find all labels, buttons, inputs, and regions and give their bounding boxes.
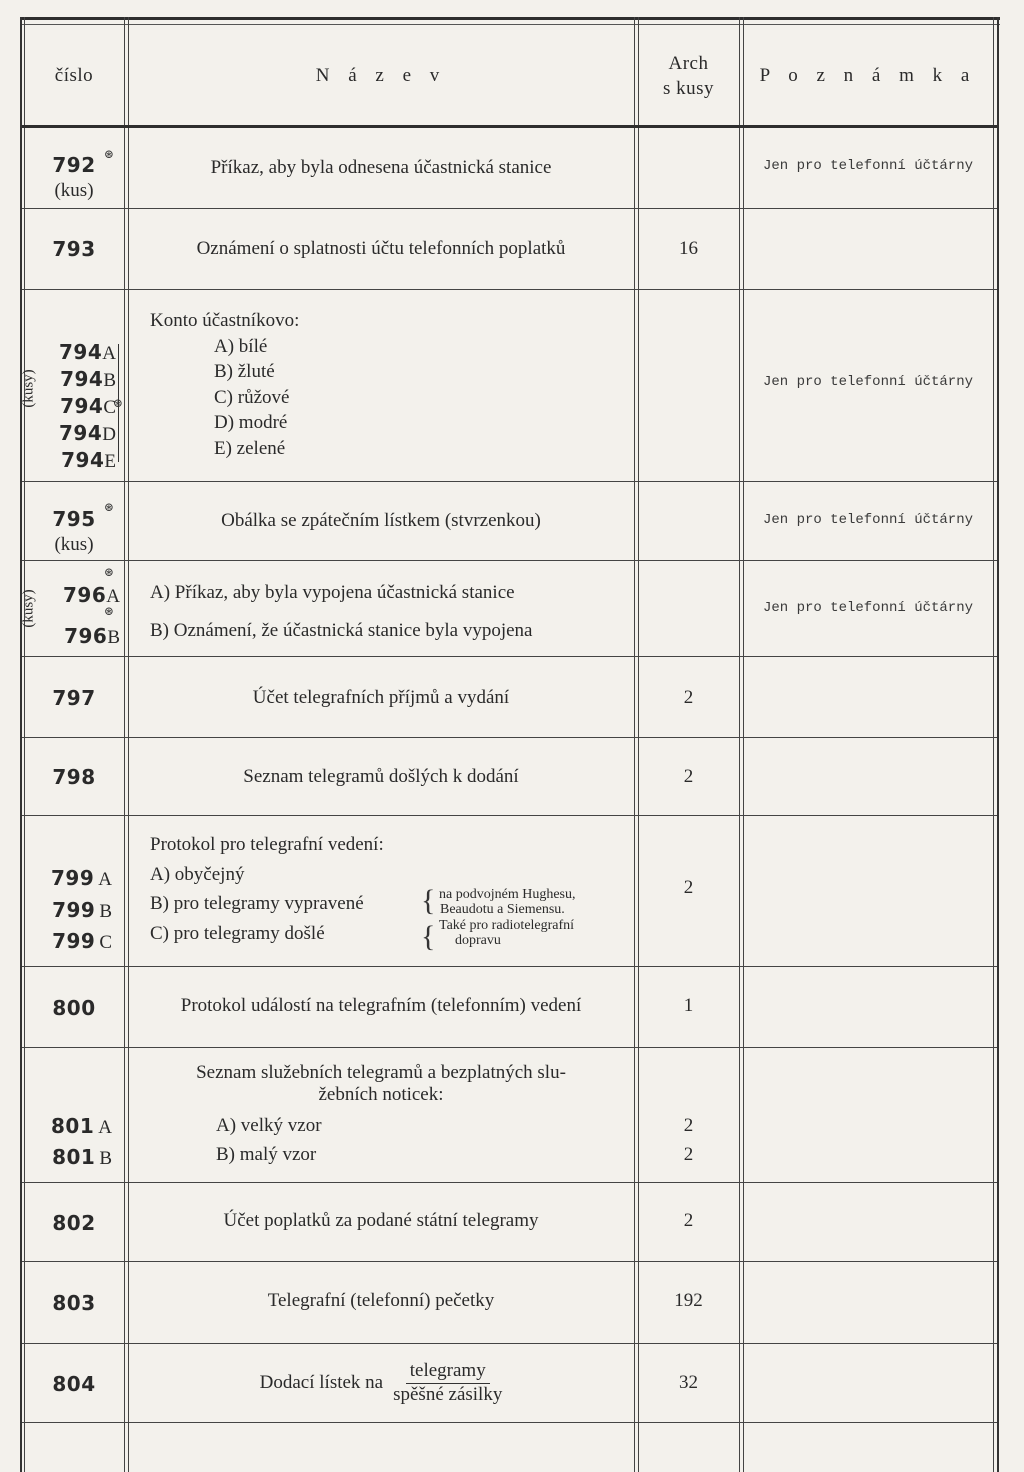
row-803-name: Telegrafní (telefonní) pečetky [267, 1290, 495, 1311]
form-number-line [36, 394, 116, 421]
header-arch [640, 28, 737, 124]
row-793-number: 793 [52, 237, 96, 261]
table-right-border [997, 17, 999, 1472]
header-poznamka: P o z n á m k a [759, 65, 977, 86]
row-divider [22, 560, 997, 561]
row-794-numbers [36, 340, 116, 475]
protokol-item: A) obyčejný [150, 863, 245, 885]
table-top-border-inner [20, 24, 1000, 25]
konto-item: C) růžové [214, 386, 290, 408]
column-divider [739, 17, 740, 1472]
fraction-top: telegramy [406, 1360, 490, 1384]
row-804-name [130, 1346, 632, 1420]
row-798-arch: 2 [683, 765, 694, 787]
row-798-number: 798 [52, 764, 96, 789]
row-800-number: 800 [52, 995, 96, 1020]
circle-mark-icon: ⊛ [113, 396, 124, 410]
row-802-number: 802 [52, 1210, 96, 1235]
row-800-name: Protokol událostí na telegrafním (telefonním) vedení [180, 995, 582, 1016]
protokol-item: B) pro telegramy vypravené [150, 893, 364, 914]
row-796-note: Jen pro telefonní účtárny [762, 600, 974, 616]
form-suffix: C [99, 932, 112, 953]
protokol-item: C) pro telegramy došlé [150, 922, 325, 944]
row-divider [22, 1047, 997, 1048]
konto-item: A) bílé [214, 335, 268, 357]
form-number: 792 [52, 153, 96, 177]
row-796-item: B) Oznámení, že účastnická stanice byla vypojena [150, 620, 533, 641]
form-number: 801 [51, 1114, 95, 1138]
row-804-arch: 32 [679, 1372, 698, 1393]
row-802-name: Účet poplatků za podané státní telegramy [223, 1210, 539, 1231]
form-number: 794 [59, 340, 103, 364]
table-left-border [20, 17, 22, 1472]
kusy-vertical-label: (kusy) [20, 589, 37, 628]
form-number-line [36, 421, 116, 448]
row-799-name [150, 830, 440, 948]
form-number: 799 [51, 866, 95, 890]
header-cislo: číslo [54, 65, 94, 86]
form-number: 794 [61, 448, 105, 472]
row-800-arch: 1 [683, 995, 694, 1016]
row-792-name: Příkaz, aby byla odnesena účastnická stanice [210, 157, 552, 178]
form-suffix: B [103, 370, 116, 391]
row-divider [22, 208, 997, 209]
form-suffix: A [98, 869, 112, 890]
row-796-name [150, 574, 630, 650]
row-792-note: Jen pro telefonní účtárny [762, 158, 974, 174]
row-799-arch: 2 [683, 877, 694, 898]
side-note-line: Také pro radiotelegrafní [439, 918, 575, 933]
row-803-arch: 192 [674, 1290, 703, 1311]
form-number: 794 [60, 367, 104, 391]
seznam-item: B) malý vzor [216, 1144, 317, 1165]
form-number-line [36, 367, 116, 394]
form-number: 795 [52, 507, 96, 531]
form-number: 799 [52, 929, 96, 953]
header-arch-line2: s kusy [662, 78, 715, 99]
fraction [393, 1360, 502, 1406]
konto-item: E) zelené [214, 437, 286, 459]
form-suffix: C [103, 397, 116, 418]
seznam-title-line: žebních noticek: [318, 1084, 444, 1105]
row-796-item: A) Příkaz, aby byla vypojena účastnická stanice [150, 582, 515, 603]
row-799-numbers [36, 864, 112, 959]
row-793-arch: 16 [679, 238, 698, 259]
seznam-title-line: Seznam služebních telegramů a bezplatných slu- [196, 1062, 566, 1083]
row-divider [22, 737, 997, 738]
row-797-arch: 2 [683, 686, 694, 708]
form-suffix: E [104, 451, 116, 472]
row-801-arch [640, 1111, 737, 1169]
konto-item: B) žluté [214, 361, 275, 382]
form-suffix: A [98, 1117, 112, 1138]
circle-mark-icon: ⊛ [104, 565, 115, 579]
table-right-border-inner [993, 17, 994, 1472]
column-divider [124, 17, 125, 1472]
row-divider [22, 1182, 997, 1183]
side-note-line: dopravu [455, 933, 501, 948]
konto-item: D) modré [214, 412, 288, 433]
row-797-number: 797 [52, 685, 96, 710]
column-divider [743, 17, 744, 1472]
row-797-name: Účet telegrafních příjmů a vydání [252, 686, 510, 708]
dodaci-listek-label: Dodací lístek na [259, 1372, 384, 1393]
form-number-line [36, 576, 120, 617]
row-801-items [216, 1111, 616, 1169]
side-note-line: Beaudotu a Siemensu. [440, 902, 565, 917]
row-divider [22, 1343, 997, 1344]
row-divider [22, 289, 997, 290]
form-number-line [36, 1143, 112, 1174]
form-number: 796 [64, 624, 108, 648]
form-number-line [36, 448, 116, 475]
column-divider [634, 17, 635, 1472]
row-801-title [130, 1062, 632, 1106]
konto-title: Konto účastníkovo: [150, 310, 300, 331]
form-suffix: D [102, 424, 116, 445]
row-804-number: 804 [52, 1372, 96, 1396]
kusy-vertical-label: (kusy) [20, 369, 37, 408]
form-suffix: A [102, 343, 116, 364]
form-number-line [36, 927, 112, 959]
arch-value: 2 [683, 1144, 694, 1165]
row-795-note: Jen pro telefonní účtárny [762, 512, 974, 528]
row-793-name: Oznámení o splatnosti účtu telefonních poplatků [196, 238, 566, 259]
brace-icon: { [421, 920, 436, 953]
seznam-item: A) velký vzor [216, 1115, 322, 1136]
form-suffix: A [106, 586, 120, 607]
column-divider [638, 17, 639, 1472]
table-left-border-inner [24, 17, 25, 1472]
kus-label: (kus) [54, 534, 94, 555]
form-number-line [36, 864, 112, 896]
form-suffix: B [107, 627, 120, 648]
form-number-line [36, 340, 116, 367]
row-divider [22, 1422, 997, 1423]
side-note-line: na podvojném Hughesu, [439, 887, 576, 902]
row-794-name [150, 308, 630, 461]
form-suffix: B [99, 1148, 112, 1169]
header-nazev: N á z e v [315, 65, 447, 86]
protokol-title: Protokol pro telegrafní vedení: [150, 834, 384, 855]
circle-mark-icon: ⊛ [104, 147, 115, 161]
form-number-line [36, 1112, 112, 1143]
row-divider [22, 815, 997, 816]
form-number: 796 [63, 583, 107, 607]
row-803-number: 803 [52, 1291, 96, 1315]
row-795-name: Obálka se zpátečním lístkem (stvrzenkou) [221, 510, 541, 531]
form-number-line [36, 617, 120, 658]
form-suffix: B [99, 900, 112, 922]
brace-icon: { [421, 884, 436, 917]
row-796-numbers [36, 576, 120, 658]
form-number: 799 [52, 897, 96, 922]
fraction-bottom: spěšné zásilky [393, 1384, 503, 1405]
row-divider [22, 1261, 997, 1262]
row-798-name: Seznam telegramů došlých k dodání [243, 765, 519, 787]
row-799-side-note [439, 887, 634, 948]
form-number: 794 [60, 394, 104, 418]
kus-label: (kus) [54, 180, 94, 201]
row-794-note: Jen pro telefonní účtárny [762, 374, 974, 390]
header-arch-line1: Arch [668, 53, 709, 74]
circle-mark-icon: ⊛ [104, 500, 115, 514]
row-divider [22, 656, 997, 657]
circle-mark-icon: ⊛ [104, 604, 115, 618]
form-number: 794 [59, 421, 103, 445]
column-divider [128, 17, 129, 1472]
row-801-numbers [36, 1112, 112, 1174]
row-802-arch: 2 [683, 1210, 694, 1231]
row-divider [22, 966, 997, 967]
row-divider [22, 481, 997, 482]
arch-value: 2 [683, 1115, 694, 1136]
form-number: 801 [52, 1145, 96, 1169]
form-number-line [36, 896, 112, 928]
table-top-border [20, 17, 1000, 20]
